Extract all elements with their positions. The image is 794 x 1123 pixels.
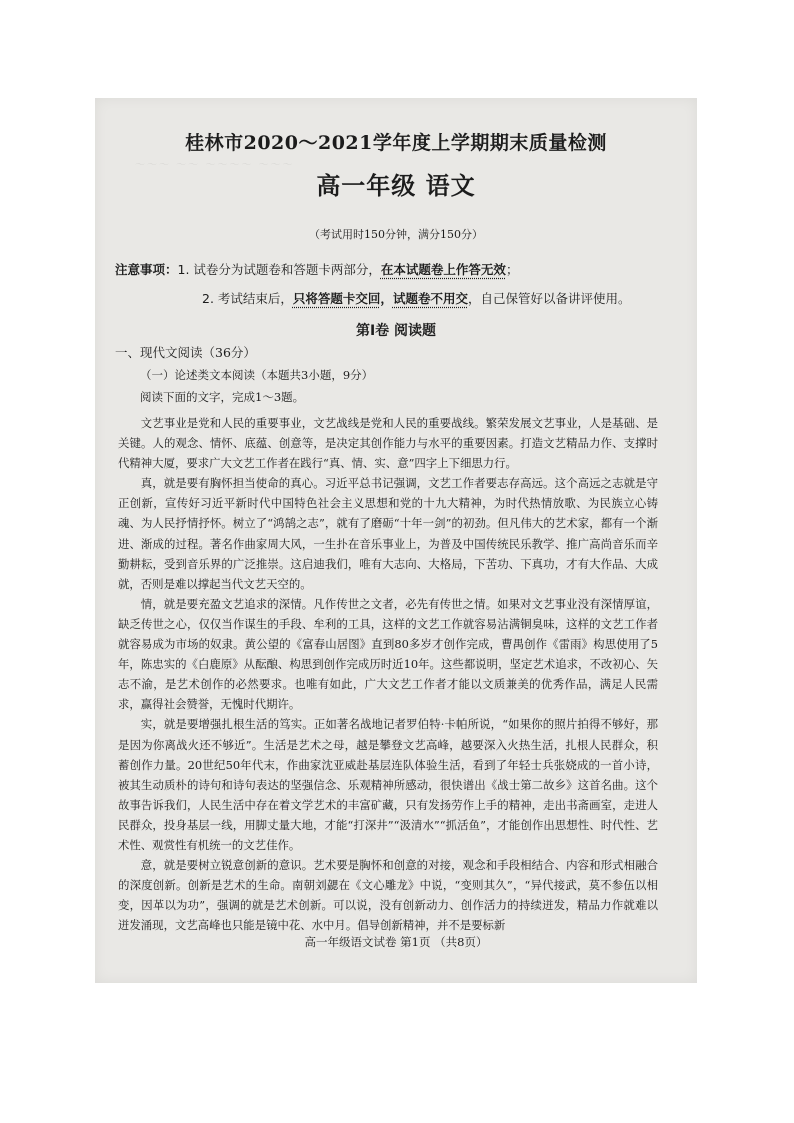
reading-passage [118, 413, 658, 935]
notice-item-2 [202, 289, 630, 307]
section-title: 第Ⅰ卷 阅读题 [355, 323, 437, 339]
exam-page [95, 98, 697, 983]
subpart-heading: （一）论述类文本阅读（本题共3小题，9分） [140, 368, 374, 382]
bleed-through-text: ～～～ ～～ ～～～～ ～～～ [135, 160, 295, 171]
notice-item-2-end: ，自己保管好以备讲评使用。 [467, 291, 631, 306]
notice-item-2-comma: ， [380, 291, 393, 306]
exam-title: 桂林市2020～2021学年度上学期期末质量检测 [185, 132, 607, 154]
notice-item-1-emphasis: 在本试题卷上作答无效 [380, 262, 506, 277]
page-footer: 高一年级语文试卷 第1页 （共8页） [304, 935, 488, 949]
notice-item-1-text: 1. 试卷分为试题卷和答题卡两部分， [177, 262, 381, 277]
notice-item-1 [115, 260, 518, 278]
exam-time-info: （考试用时150分钟，满分150分） [309, 228, 483, 241]
notice-item-2-emphasis-2: 试题卷不用交 [392, 291, 468, 306]
notice-item-2-text: 2. 考试结束后， [202, 291, 293, 306]
passage-paragraph: 情，就是要充盈文艺追求的深情。凡作传世之文者，必先有传世之情。如果对文艺事业没有深情厚谊，缺乏传世之心，仅仅当作谋生的手段、牟利的工具，这样的文艺工作就容易沾满铜臭味，这样的文艺工作者就容易成为市场的奴隶。黄公望的《富春山居图》直到80多岁才创作完成，曹禺创作《雷雨》构思使用了5年，陈忠实的《白鹿原》从酝酿、构思到创作完成历时近10年。这些都说明，坚定艺术追求，不改初心、矢志不渝，是艺术创作的必然要求。也唯有如此，广大文艺工作者才能以文质兼美的优秀作品，满足人民需求，赢得社会赞誉，无愧时代期许。 [118, 596, 658, 712]
part-heading: 一、现代文阅读（36分） [115, 345, 256, 360]
notice-label: 注意事项： [115, 262, 178, 277]
passage-paragraph: 真，就是要有胸怀担当使命的真心。习近平总书记强调，文艺工作者要志存高远。这个高远之志就是守正创新，宣传好习近平新时代中国特色社会主义思想和党的十九大精神，为时代热情放歌、为民族立心铸魂、为人民抒情抒怀。树立了“鸿鹄之志”，就有了磨砺“十年一剑”的初劲。但凡伟大的艺术家，都有一个渐进、渐成的过程。著名作曲家周大风，一生扑在音乐事业上，为普及中国传统民乐教学、推广高尚音乐而辛勤耕耘，受到音乐界的广泛推崇。这启迪我们，唯有大志向、大格局，下苦功、下真功，才有大作品、大成就，否则是难以撑起当代文艺天空的。 [118, 476, 658, 591]
notice-item-1-end: ； [505, 262, 519, 277]
notice-item-2-emphasis-1: 只将答题卡交回 [292, 291, 381, 306]
passage-paragraph: 实，就是要增强扎根生活的笃实。正如著名战地记者罗伯特·卡帕所说，“如果你的照片拍得不够好，那是因为你离战火还不够近”。生活是艺术之母，越是攀登文艺高峰，越要深入火热生活，扎根人民群众，积蓄创作力量。20世纪50年代末，作曲家沈亚威赴基层连队体验生活，看到了年轻士兵张娆成的一首小诗，被其生动质朴的诗句和诗句表达的坚强信念、乐观精神所感动，很快谱出《战士第二故乡》这首名曲。这个故事告诉我们，人民生活中存在着文学艺术的丰富矿藏，只有发扬劳作上手的精神，走出书斋画室，走进人民群众，投身基层一线，用脚丈量大地，才能“打深井”“汲清水”“抓活鱼”，才能创作出思想性、时代性、艺术性、观赏性有机统一的文艺佳作。 [118, 717, 658, 852]
passage-paragraph: 意，就是要树立锐意创新的意识。艺术要是胸怀和创意的对接，观念和手段相结合、内容和形式相融合的深度创新。创新是艺术的生命。南朝刘勰在《文心雕龙》中说，“变则其久”，“异代接武，莫不参伍以相变，因革以为功”，强调的就是艺术创新。可以说，没有创新动力、创作活力的持续迸发，精品力作就难以迸发涌现，文艺高峰也只能是镜中花、水中月。倡导创新精神，并不是要标新 [118, 858, 658, 933]
reading-instruction: 阅读下面的文字，完成1～3题。 [140, 390, 305, 404]
passage-paragraph: 文艺事业是党和人民的重要事业，文艺战线是党和人民的重要战线。繁荣发展文艺事业，人是基础、是关键。人的观念、情怀、底蕴、创意等，是决定其创作能力与水平的重要因素。打造文艺精品力作、支撑时代精神大厦，要求广大文艺工作者在践行“真、情、实、意”四字上下细思力行。 [118, 416, 658, 471]
subject-title: 高一年级 语文 [316, 171, 476, 200]
